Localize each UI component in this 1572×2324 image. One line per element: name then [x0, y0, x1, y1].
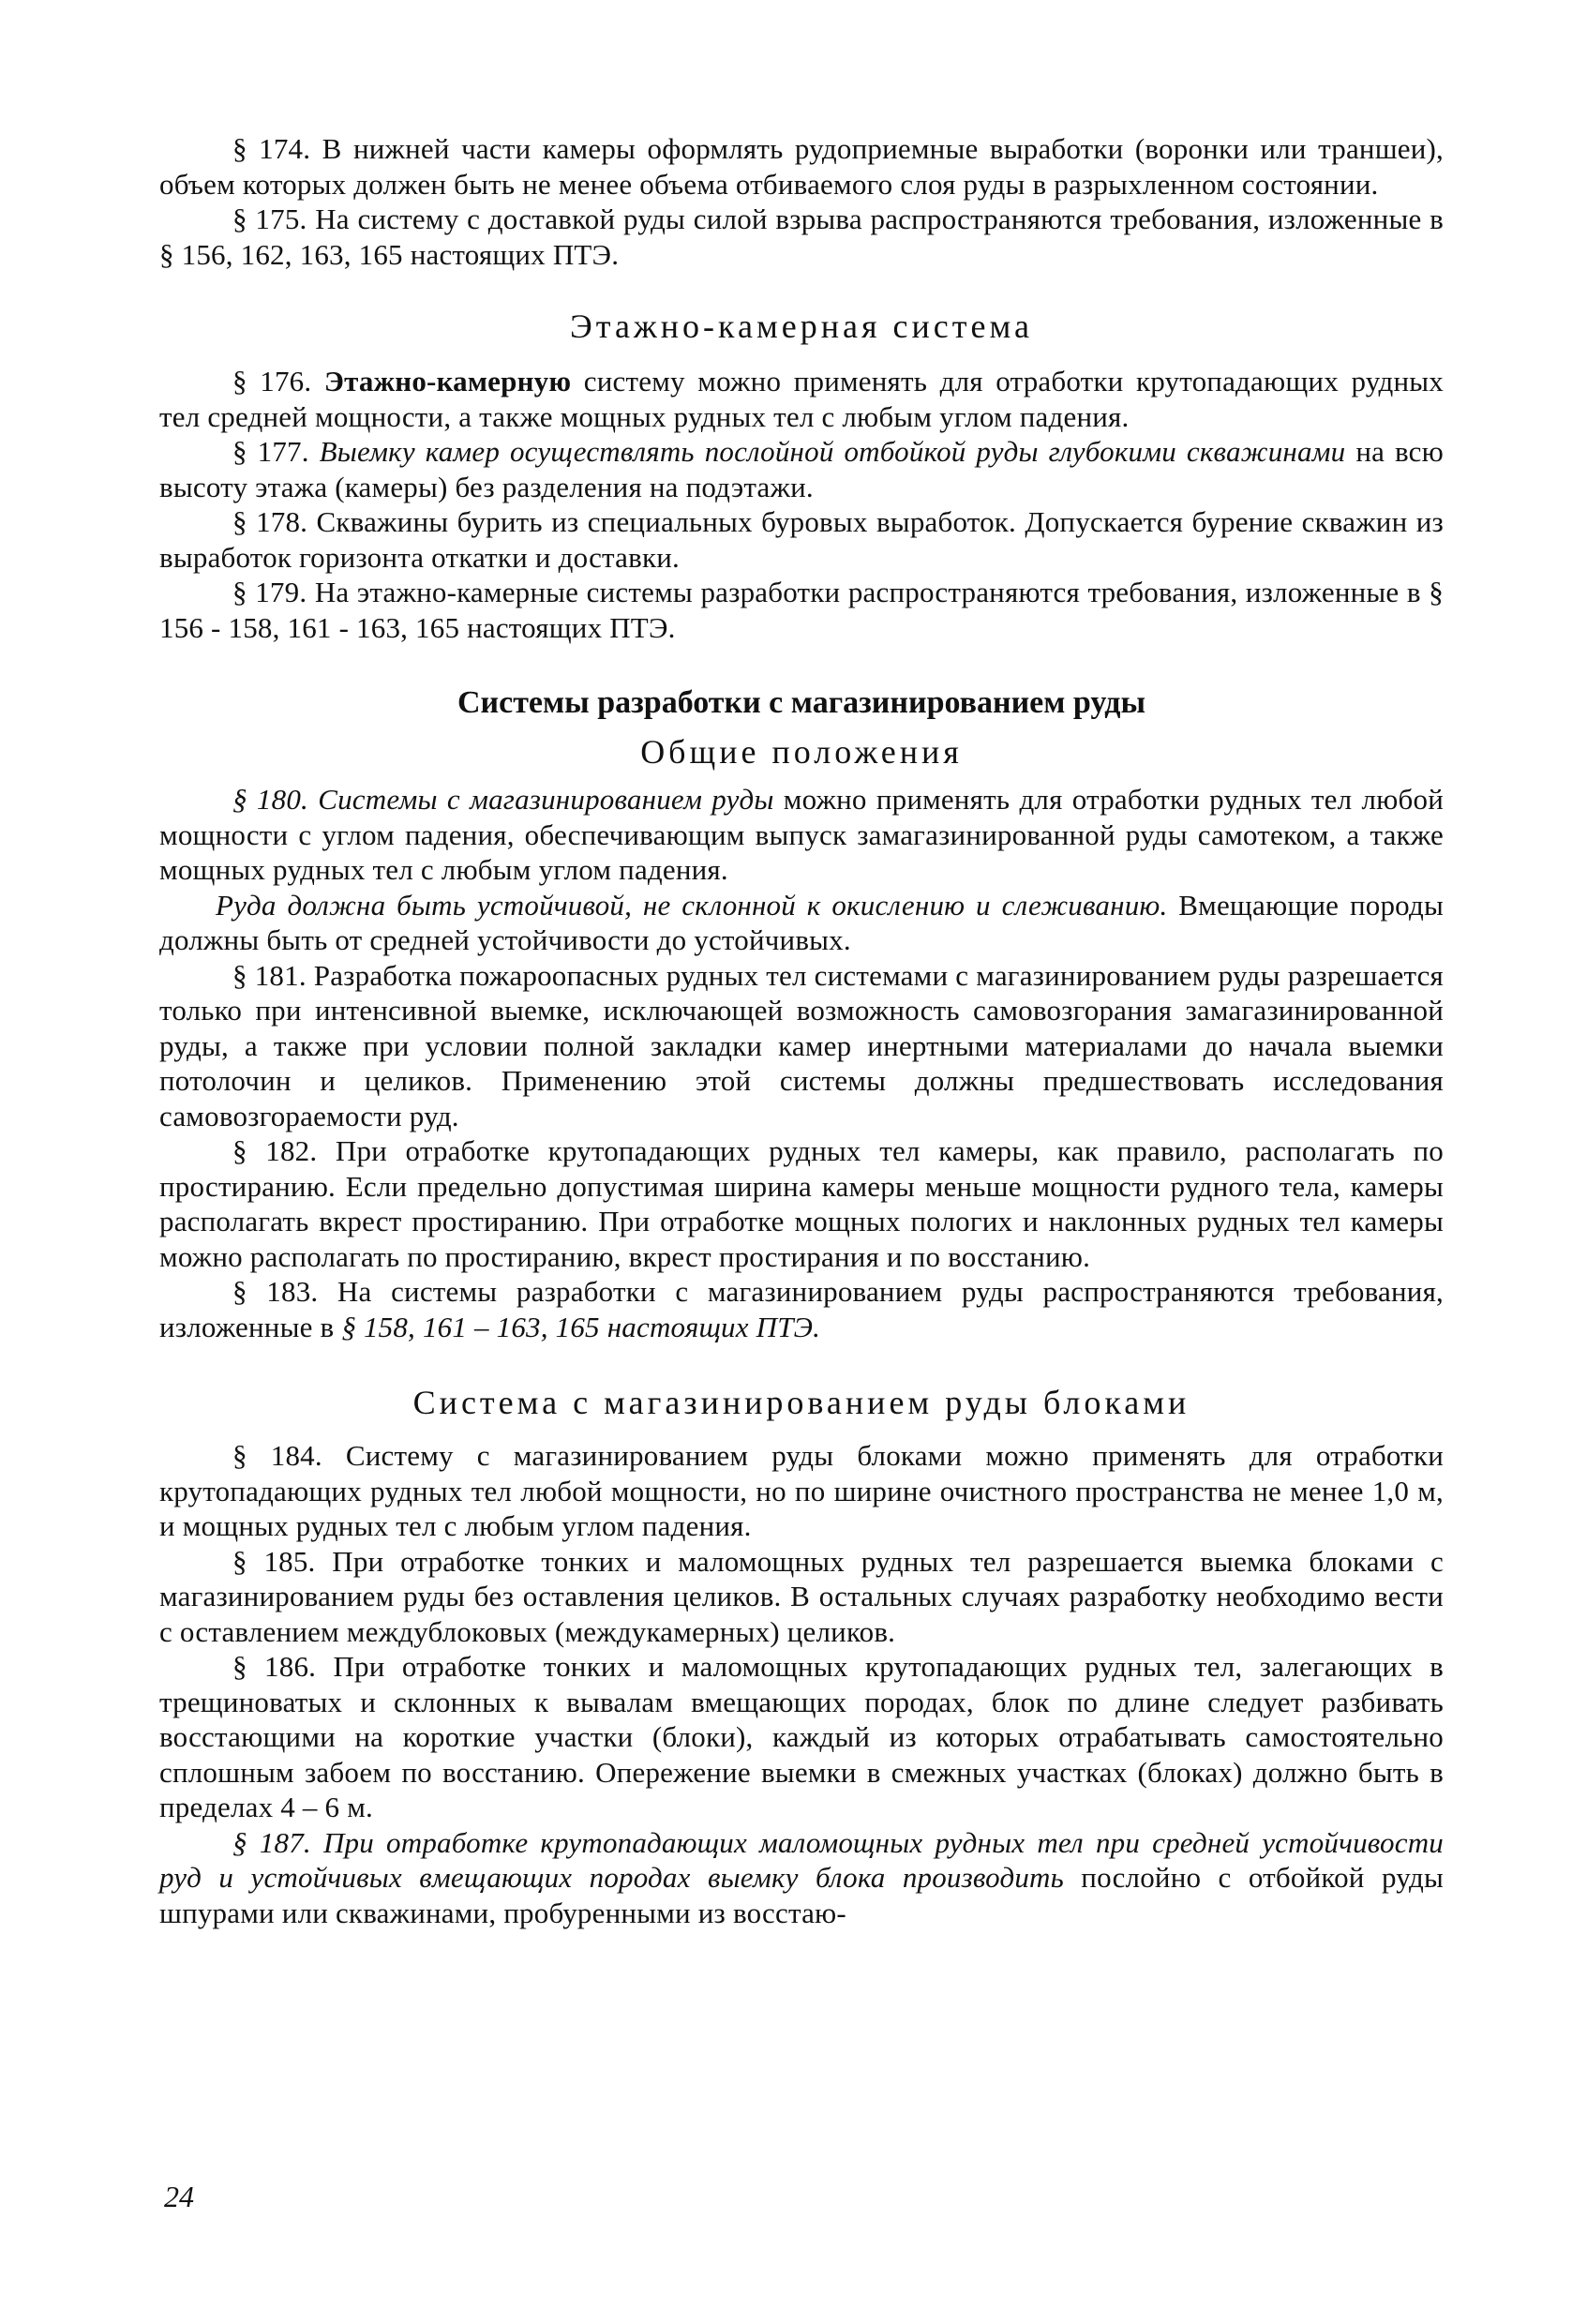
paragraph-187-prefix: § 187. — [232, 1825, 323, 1859]
paragraph-174: § 174. В нижней части камеры оформлять рудоприемные выработки (воронки или траншеи), объем которых должен быть не менее объема отбиваемого слоя руды в разрыхленном состоянии. — [159, 132, 1444, 201]
paragraph-186: § 186. При отработке тонких и маломощных крутопадающих рудных тел, залегающих в трещиноватых и склонных к вывалам вмещающих породах, блок по длине следует разбивать восстающими на короткие участки (блоки), каждый из которых отрабатывать самостоятельно сплошным забоем по восстанию. Опережение выемки в смежных участках (блоках) должно быть в пределах 4 – 6 м. — [159, 1650, 1444, 1823]
paragraph-180-rest: можно применять для отработки рудных тел любой мощности с углом падения, обеспечивающим выпуск замагазинированной руды самотеком, а также мощных рудных тел с любым углом падения. — [159, 783, 1445, 886]
paragraph-175: § 175. На систему с доставкой руды силой взрыва распространяются требования, изложенные в § 156, 162, 163, 165 настоящих ПТЭ. — [159, 202, 1444, 271]
paragraph-180-prefix: § 180. — [232, 783, 319, 816]
paragraph-180-continued-rest: Вмещающие породы должны быть от средней устойчивости до устойчивых. — [159, 888, 1444, 956]
paragraph-183 — [159, 1274, 1444, 1344]
heading-etazhno-kamernaya: Этажно-камерная система — [570, 307, 1033, 345]
paragraph-177 — [159, 434, 1444, 504]
paragraph-180-continued-italic: Руда должна быть устойчивой, не склонной к окислению и слеживанию. — [216, 888, 1168, 922]
paragraph-176-bold: Этажно-камерную — [323, 365, 572, 397]
paragraph-183-italic: § 158, 161 – 163, 165 настоящих ПТЭ. — [341, 1310, 821, 1343]
paragraph-184: § 184. Систему с магазинированием руды блоками можно применять для отработки крутопадающих рудных тел любой мощности, но по ширине очистного пространства не менее 1,0 м, и мощных рудных тел с любым углом падения. — [159, 1439, 1444, 1542]
paragraph-187-italic: При отработке крутопадающих маломощных рудных тел при средней устойчивости руд и устойчивых вмещающих породах выемку блока производить — [159, 1825, 1445, 1894]
paragraph-187-rest: послойно с отбойкой руды шпурами или скважинами, пробуренными из восстаю- — [159, 1861, 1444, 1929]
heading-bloki: Система с магазинированием руды блоками — [412, 1384, 1190, 1421]
heading-magazinirovanie: Системы разработки с магазинированием руды — [457, 685, 1145, 720]
paragraph-178: § 178. Скважины бурить из специальных буровых выработок. Допускается бурение скважин из выработок горизонта откатки и доставки. — [159, 505, 1444, 574]
paragraph-180 — [159, 782, 1444, 888]
paragraph-182: § 182. При отработке крутопадающих рудных тел камеры, как правило, располагать по простиранию. Если предельно допустимая ширина камеры меньше мощности рудного тела, камеры располагать вкрест простиранию. При отработке мощных пологих и наклонных рудных тел камеры можно располагать по простиранию, вкрест простирания и по восстанию. — [159, 1134, 1444, 1273]
paragraph-176 — [159, 364, 1444, 434]
heading-obshie-polozheniya: Общие положения — [640, 733, 963, 771]
paragraph-183-prefix: § 183. На системы разработки с магазинированием руды распространяются требования, изложенные в — [159, 1275, 1444, 1343]
paragraph-177-prefix: § 177. — [232, 435, 320, 468]
document-page — [159, 131, 1444, 1930]
paragraph-177-italic: Выемку камер осуществлять послойной отбойкой руды глубокими скважинами — [319, 435, 1346, 468]
page-number: 24 — [164, 2180, 194, 2213]
paragraph-187 — [159, 1825, 1444, 1931]
paragraph-181: § 181. Разработка пожароопасных рудных тел системами с магазинированием руды разрешается только при интенсивной выемке, исключающей возможность самовозгорания замагазинированной руды, а также при условии полной закладки камер инертными материалами до начала выемки потолочин и целиков. Применению этой системы должны предшествовать исследования самовозгораемости руд. — [159, 958, 1444, 1132]
paragraph-185: § 185. При отработке тонких и маломощных рудных тел разрешается выемка блоками с магазинированием руды без оставления целиков. В остальных случаях разработку необходимо вести с оставлением междублоковых (междукамерных) целиков. — [159, 1544, 1444, 1648]
paragraph-177-rest: на всю высоту этажа (камеры) без разделения на подэтажи. — [159, 435, 1444, 503]
paragraph-176-rest: систему можно применять для отработки крутопадающих рудных тел средней мощности, а также мощных рудных тел с любым углом падения. — [159, 365, 1444, 433]
paragraph-176-prefix: § 176. — [232, 365, 324, 397]
paragraph-179: § 179. На этажно-камерные системы разработки распространяются требования, изложенные в § 156 - 158, 161 - 163, 165 настоящих ПТЭ. — [159, 576, 1444, 644]
paragraph-180-italic: Системы с магазинированием руды — [318, 783, 774, 816]
paragraph-180-continued — [159, 888, 1444, 958]
